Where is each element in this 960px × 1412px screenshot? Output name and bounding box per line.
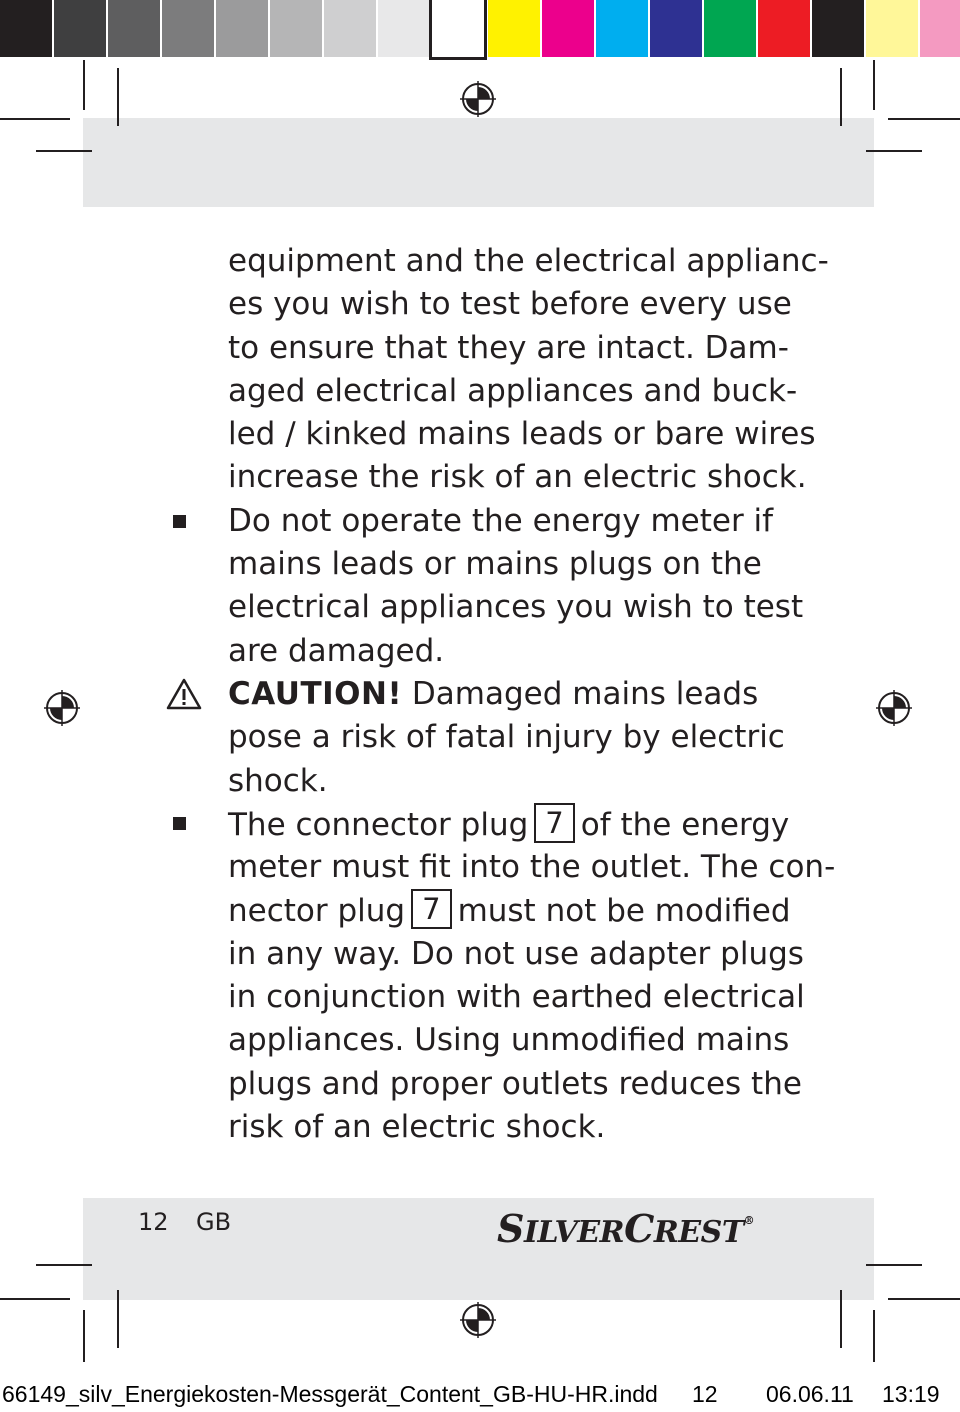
slug-page: 12 xyxy=(692,1381,718,1407)
gray-swatch xyxy=(0,0,52,57)
gray-swatch xyxy=(108,0,160,57)
registration-mark-icon xyxy=(458,79,498,119)
text-line xyxy=(228,803,790,846)
registration-mark-icon xyxy=(42,688,82,728)
bullet-square-icon xyxy=(173,817,186,830)
text-line: es you wish to test before every use xyxy=(228,286,792,323)
caution-line xyxy=(228,673,759,716)
slug-time: 13:19 xyxy=(882,1381,940,1407)
gray-swatch xyxy=(216,0,268,57)
logo-letter: C xyxy=(624,1206,654,1251)
text-line: to ensure that they are intact. Dam- xyxy=(228,329,789,366)
text-line: appliances. Using unmodified mains xyxy=(228,1022,790,1059)
slug-filename: 66149_silv_Energiekosten-Messgerät_Content_GB-HU-HR.indd xyxy=(2,1381,658,1407)
text-line: shock. xyxy=(228,762,328,799)
registered-mark: ® xyxy=(743,1214,755,1227)
caution-text: Damaged mains leads xyxy=(402,675,759,712)
text-line: led / kinked mains leads or bare wires xyxy=(228,416,816,453)
header-band xyxy=(83,118,874,207)
text-line: in any way. Do not use adapter plugs xyxy=(228,935,804,972)
gray-swatch xyxy=(432,0,484,57)
silvercrest-logo xyxy=(497,1206,754,1251)
color-swatch xyxy=(704,0,756,57)
registration-mark-icon xyxy=(458,1300,498,1340)
color-swatch xyxy=(650,0,702,57)
logo-text: REST xyxy=(653,1215,744,1250)
color-swatch xyxy=(596,0,648,57)
slug-date: 06.06.11 xyxy=(766,1381,854,1407)
logo-text: ILVER xyxy=(523,1215,625,1250)
logo-letter: S xyxy=(497,1206,524,1251)
part-reference-badge: 7 xyxy=(411,889,451,929)
text-line: aged electrical appliances and buck- xyxy=(228,372,798,409)
text-line: plugs and proper outlets reduces the xyxy=(228,1065,802,1102)
bullet-square-icon xyxy=(173,515,186,528)
gray-swatch xyxy=(270,0,322,57)
page-number: 12 xyxy=(138,1208,169,1236)
color-swatch xyxy=(920,0,960,57)
warning-triangle-icon xyxy=(166,678,202,710)
color-swatch xyxy=(812,0,864,57)
text-segment: of the energy xyxy=(580,806,790,843)
text-line: are damaged. xyxy=(228,632,445,669)
text-segment: The connector plug xyxy=(228,806,529,843)
text-segment: must not be modified xyxy=(457,893,791,930)
text-line: increase the risk of an electric shock. xyxy=(228,459,807,496)
text-line xyxy=(228,889,791,932)
gray-swatch xyxy=(324,0,376,57)
gray-swatch xyxy=(54,0,106,57)
text-segment: nector plug xyxy=(228,893,406,930)
text-line: electrical appliances you wish to test xyxy=(228,589,804,626)
safety-instructions-text xyxy=(228,240,836,1149)
text-line: risk of an electric shock. xyxy=(228,1108,606,1145)
color-swatch xyxy=(866,0,918,57)
registration-mark-icon xyxy=(874,688,914,728)
part-reference-badge: 7 xyxy=(534,803,574,843)
text-line: equipment and the electrical applianc- xyxy=(228,243,829,279)
language-code: GB xyxy=(196,1208,232,1236)
caution-label: CAUTION! xyxy=(228,675,403,712)
color-swatch xyxy=(542,0,594,57)
text-line: meter must fit into the outlet. The con- xyxy=(228,849,836,886)
color-swatch xyxy=(758,0,810,57)
gray-swatch xyxy=(378,0,430,57)
text-line: mains leads or mains plugs on the xyxy=(228,546,762,583)
text-line: pose a risk of fatal injury by electric xyxy=(228,719,785,756)
color-swatch xyxy=(488,0,540,57)
text-line: Do not operate the energy meter if xyxy=(228,502,774,539)
gray-swatch xyxy=(162,0,214,57)
text-line: in conjunction with earthed electrical xyxy=(228,979,805,1016)
